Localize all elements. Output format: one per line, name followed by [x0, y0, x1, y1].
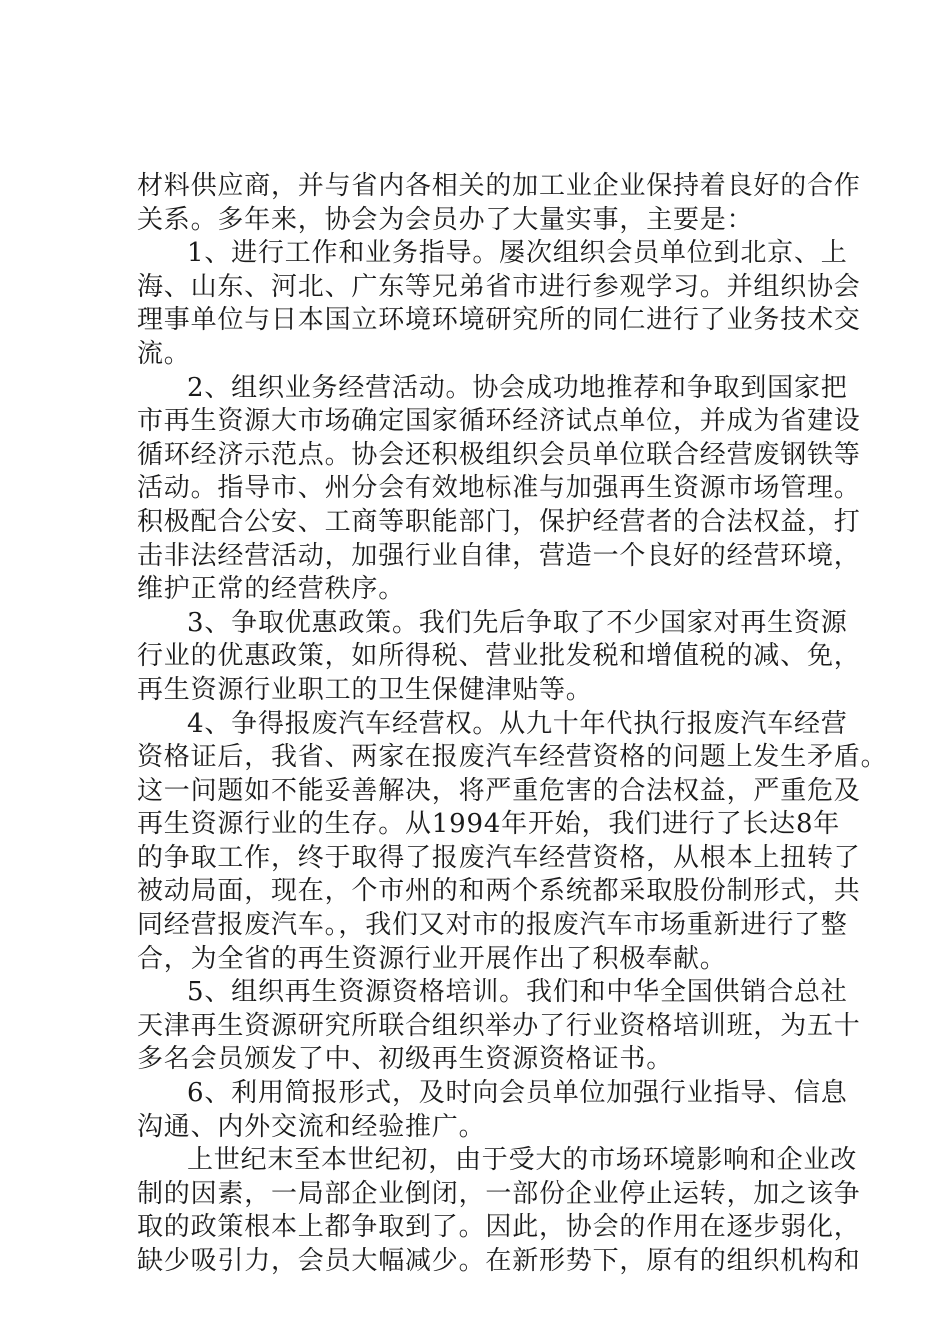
text-line: 缺少吸引力，会员大幅减少。在新形势下，原有的组织机构和 — [137, 1246, 861, 1276]
text-line: 市再生资源大市场确定国家循环经济试点单位，并成为省建设 — [137, 406, 861, 437]
text-line: 的争取工作，终于取得了报废汽车经营资格，从根本上扭转了 — [137, 842, 861, 873]
text-line: 活动。指导市、州分会有效地标准与加强再生资源市场管理。 — [137, 473, 861, 504]
paragraph-first-line: 1、进行工作和业务指导。屡次组织会员单位到北京、上 — [187, 238, 848, 269]
text-line: 击非法经营活动，加强行业自律，营造一个良好的经营环境， — [137, 540, 861, 571]
text-line: 被动局面，现在，个市州的和两个系统都采取股份制形式，共 — [137, 876, 861, 907]
text-line: 再生资源行业的生存。从1994年开始，我们进行了长达8年 — [137, 809, 841, 840]
text-line: 循环经济示范点。协会还积极组织会员单位联合经营废钢铁等 — [137, 439, 861, 470]
paragraph-first-line: 4、争得报废汽车经营权。从九十年代执行报废汽车经营 — [187, 708, 848, 739]
text-line: 海、山东、河北、广东等兄弟省市进行参观学习。并组织协会 — [137, 271, 861, 302]
text-line: 维护正常的经营秩序。 — [137, 574, 406, 605]
text-line: 关系。多年来，协会为会员办了大量实事，主要是： — [137, 204, 754, 235]
text-line: 资格证后，我省、两家在报废汽车经营资格的问题上发生矛盾。 — [137, 742, 888, 773]
paragraph-first-line: 3、争取优惠政策。我们先后争取了不少国家对再生资源 — [187, 607, 848, 638]
text-line: 同经营报废汽车。，我们又对市的报废汽车市场重新进行了整 — [137, 910, 848, 941]
text-line: 再生资源行业职工的卫生保健津贴等。 — [137, 674, 593, 705]
text-line: 这一问题如不能妥善解决，将严重危害的合法权益，严重危及 — [137, 775, 861, 806]
text-line: 沟通、内外交流和经验推广。 — [137, 1111, 486, 1142]
text-line: 制的因素，一局部企业倒闭，一部份企业停止运转，加之该争 — [137, 1178, 861, 1209]
text-line: 材料供应商，并与省内各相关的加工业企业保持着良好的合作 — [137, 171, 861, 201]
text-line: 理事单位与日本国立环境环境研究所的同仁进行了业务技术交 — [137, 305, 861, 336]
text-line: 积极配合公安、工商等职能部门，保护经营者的合法权益，打 — [137, 506, 861, 537]
text-line: 多名会员颁发了中、初级再生资源资格证书。 — [137, 1044, 674, 1075]
paragraph-first-line: 5、组织再生资源资格培训。我们和中华全国供销合总社 — [187, 977, 848, 1008]
document-body — [137, 170, 888, 1279]
text-line: 天津再生资源研究所联合组织举办了行业资格培训班，为五十 — [137, 1010, 861, 1041]
text-line: 行业的优惠政策，如所得税、营业批发税和增值税的减、免， — [137, 641, 861, 672]
text-line: 流。 — [137, 338, 191, 369]
paragraph-first-line: 6、利用简报形式，及时向会员单位加强行业指导、信息 — [187, 1078, 848, 1109]
paragraph-first-line: 上世纪末至本世纪初，由于受大的市场环境影响和企业改 — [187, 1145, 858, 1176]
paragraph-first-line: 2、组织业务经营活动。协会成功地推荐和争取到国家把 — [187, 372, 848, 403]
text-line: 合，为全省的再生资源行业开展作出了积极奉献。 — [137, 943, 727, 974]
text-line: 取的政策根本上都争取到了。因此，协会的作用在逐步弱化， — [137, 1212, 861, 1243]
